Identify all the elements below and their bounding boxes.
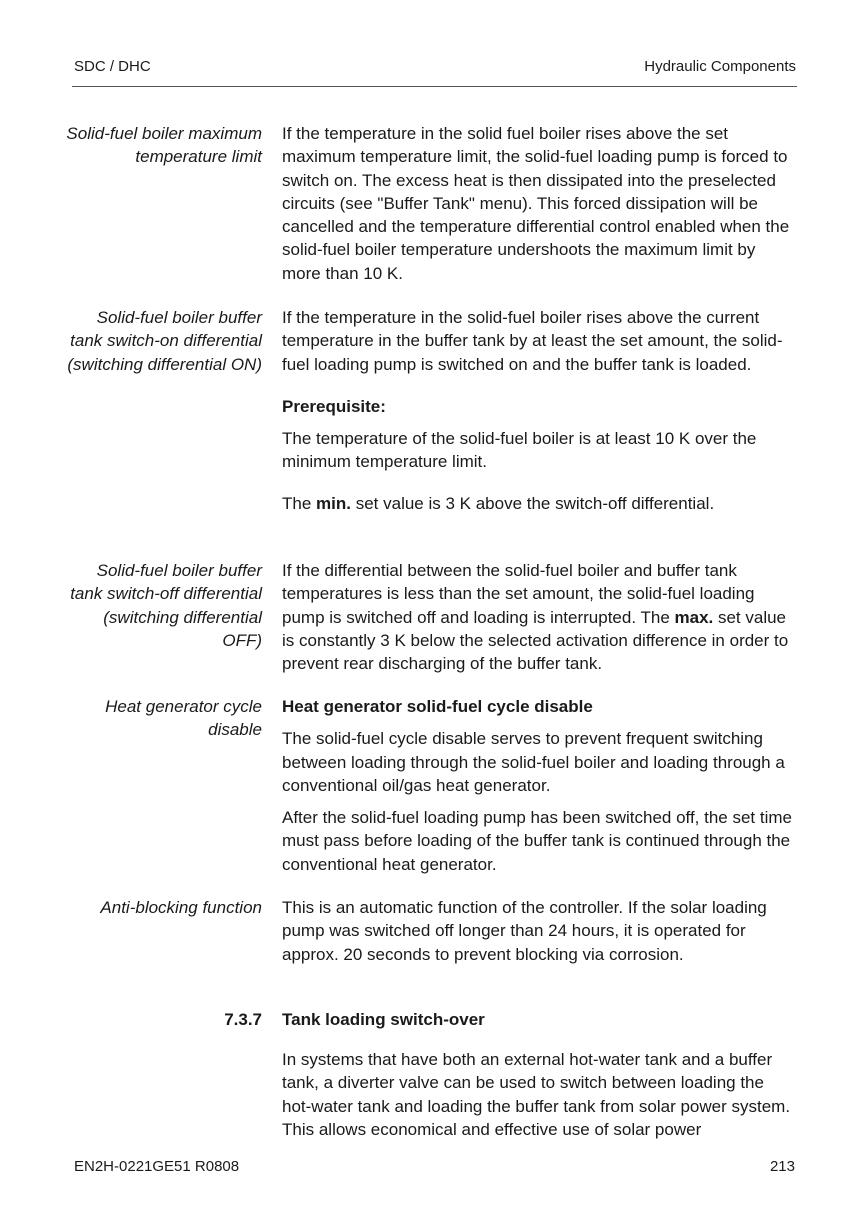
body-cycle-disable <box>282 695 792 876</box>
body-anti-blocking <box>282 896 792 966</box>
anti-blocking-text: This is an automatic function of the controller. If the solar loading pump was switched off longer than 24 hours, it is operated for approx. 20 seconds to prevent blocking via corrosion. <box>282 898 767 964</box>
header-divider <box>72 86 797 87</box>
section-number: 7.3.7 <box>224 1010 262 1029</box>
body-switch-on <box>282 306 792 515</box>
body-switch-off <box>282 559 792 675</box>
min-set-value-text: The min. set value is 3 K above the switch-off differential. <box>282 493 715 513</box>
prerequisite-heading: Prerequisite: <box>282 396 386 416</box>
side-label-cycle-disable: Heat generator cycle disable <box>105 697 262 740</box>
header-chapter-title: Hydraulic Components <box>644 58 796 75</box>
max-temp-text: If the temperature in the solid fuel boiler rises above the set maximum temperature limit, the solid-fuel loading pump is forced to switch on. The excess heat is then dissipated into the preselected circuits (see "Buffer Tank" menu). This forced dissipation will be cancelled and the temperature differential control enabled when the solid-fuel boiler temperature undershoots the maximum limit by more than 10 K. <box>282 124 790 283</box>
cycle-disable-para-2: After the solid-fuel loading pump has been switched off, the set time must pass before loading of the buffer tank is continued through the conventional heat generator. <box>282 808 792 874</box>
footer-doc-code: EN2H-0221GE51 R0808 <box>74 1158 240 1175</box>
side-label-max-temp: Solid-fuel boiler maximum temperature limit <box>66 124 262 167</box>
switch-on-text: If the temperature in the solid-fuel boiler rises above the current temperature in the buffer tank by at least the set amount, the solid-fuel loading pump is switched on and the buffer tank is loaded. <box>282 308 783 374</box>
cycle-disable-para-1: The solid-fuel cycle disable serves to prevent frequent switching between loading through the solid-fuel boiler and loading through a conventional oil/gas heat generator. <box>282 729 785 795</box>
side-label-switch-on: Solid-fuel boiler buffer tank switch-on differential (switching differential ON) <box>67 308 262 374</box>
tank-switch-text: In systems that have both an external hot-water tank and a buffer tank, a diverter valve can be used to switch between loading the hot-water tank and loading the buffer tank from solar power system. This allows economical and effective use of solar power <box>282 1050 791 1139</box>
side-label-switch-off: Solid-fuel boiler buffer tank switch-off differential (switching differential OFF) <box>70 561 262 650</box>
body-max-temp <box>282 122 792 285</box>
prerequisite-text: The temperature of the solid-fuel boiler is at least 10 K over the minimum temperature limit. <box>282 429 757 472</box>
body-tank-switch <box>282 1048 792 1141</box>
header-doc-title: SDC / DHC <box>74 58 151 75</box>
cycle-disable-heading: Heat generator solid-fuel cycle disable <box>282 697 593 716</box>
side-label-anti-blocking: Anti-blocking function <box>100 898 262 917</box>
switch-off-text: If the differential between the solid-fuel boiler and buffer tank temperatures is less than the set amount, the solid-fuel loading pump is switched off and loading is interrupted. The max. set value is constantly 3 K below the selected activation difference in order to prevent rear discharging of the buffer tank. <box>282 561 789 674</box>
section-heading-block <box>282 1008 792 1031</box>
section-title: Tank loading switch-over <box>282 1010 485 1029</box>
page-number: 213 <box>769 1158 795 1175</box>
